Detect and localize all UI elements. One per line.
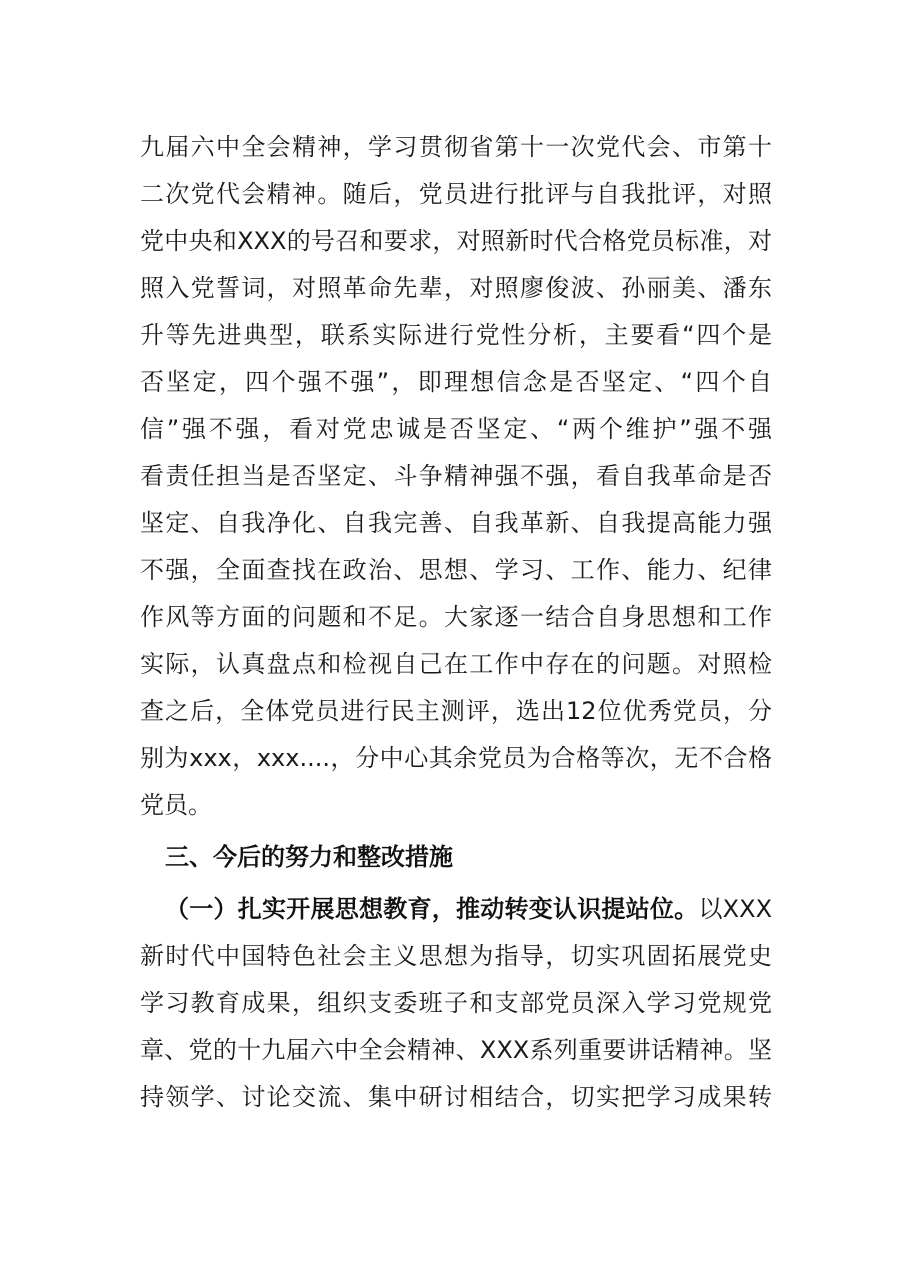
- paragraph-1-line-14: 别为xxx，xxx....，分中心其余党员为合格等次，无不合格: [140, 744, 772, 772]
- paragraph-1-line-2: 二次党代会精神。随后，党员进行批评与自我批评，对照: [140, 180, 772, 208]
- paragraph-1-line-13: 查之后，全体党员进行民主测评，选出12位优秀党员，分: [140, 697, 772, 725]
- paragraph-2-line-3: 学习教育成果，组织支委班子和支部党员深入学习党规党: [140, 989, 772, 1017]
- paragraph-1-line-10: 不强，全面查找在政治、思想、学习、工作、能力、纪律: [140, 556, 772, 584]
- paragraph-1-line-12: 实际，认真盘点和检视自己在工作中存在的问题。对照检: [140, 650, 772, 678]
- section-heading: 三、今后的努力和整改措施: [165, 843, 453, 871]
- paragraph-1-line-15: 党员。: [140, 791, 212, 819]
- paragraph-1-line-3: 党中央和XXX的号召和要求，对照新时代合格党员标准，对: [140, 227, 772, 255]
- paragraph-2-lead-heading: （一）扎实开展思想教育，推动转变认识提站位。: [165, 895, 699, 923]
- paragraph-2-lead-line: [165, 889, 772, 929]
- paragraph-1-line-7: 信”强不强，看对党忠诚是否坚定、“两个维护”强不强: [140, 415, 772, 443]
- paragraph-1-line-1: 九届六中全会精神，学习贯彻省第十一次党代会、市第十: [140, 133, 772, 161]
- paragraph-1-line-5: 升等先进典型，联系实际进行党性分析，主要看“四个是: [140, 321, 772, 349]
- paragraph-1-line-11: 作风等方面的问题和不足。大家逐一结合自身思想和工作: [140, 603, 772, 631]
- paragraph-1-line-6: 否坚定，四个强不强”，即理想信念是否坚定、“四个自: [140, 368, 772, 396]
- paragraph-2-line-2: 新时代中国特色社会主义思想为指导，切实巩固拓展党史: [140, 942, 772, 970]
- paragraph-1-line-9: 坚定、自我净化、自我完善、自我革新、自我提高能力强: [140, 509, 772, 537]
- paragraph-2-lead-text: 以XXX: [698, 895, 773, 923]
- paragraph-2-line-5: 持领学、讨论交流、集中研讨相结合，切实把学习成果转: [140, 1083, 772, 1111]
- paragraph-1-line-8: 看责任担当是否坚定、斗争精神强不强，看自我革命是否: [140, 462, 772, 490]
- paragraph-2-line-4: 章、党的十九届六中全会精神、XXX系列重要讲话精神。坚: [140, 1036, 772, 1064]
- paragraph-1-line-4: 照入党誓词，对照革命先辈，对照廖俊波、孙丽美、潘东: [140, 274, 772, 302]
